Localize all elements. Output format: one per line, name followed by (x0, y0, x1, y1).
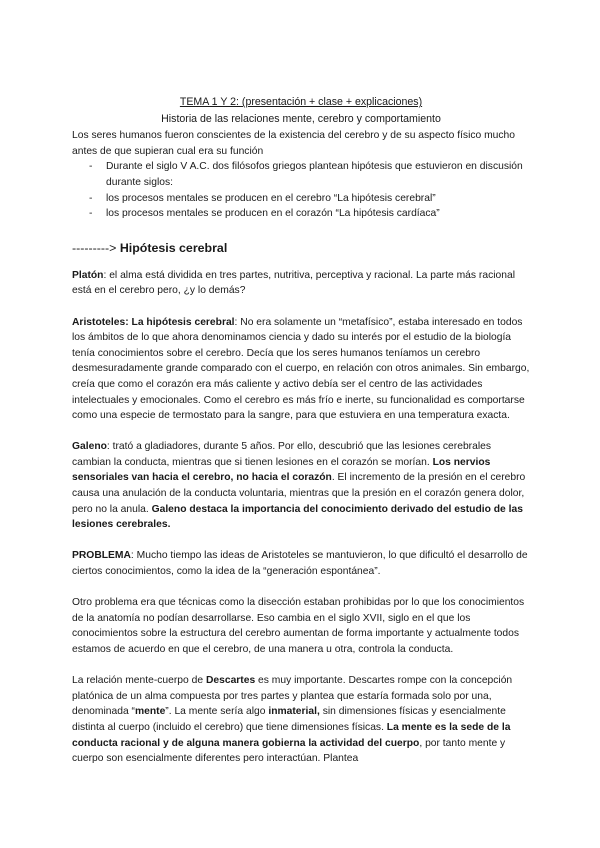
document-title (72, 95, 530, 111)
otro-problema-paragraph: Otro problema era que técnicas como la disección estaban prohibidas por lo que los conocimientos de la anatomía no podían desarrollarse. Eso cambia en el siglo XVII, siglo en el que los conocimientos sobre la estructura del cerebro aumentan de forma importante y actualmente todos estamos de acuerdo en que el cerebro, de una manera u otra, controla la conducta. (72, 597, 525, 655)
document-subtitle: Historia de las relaciones mente, cerebro y comportamiento (161, 112, 441, 125)
list-item: - los procesos mentales se producen en el corazón “La hipótesis cardíaca” (72, 206, 530, 222)
galeno-bold-2: Galeno destaca la importancia del conocimiento derivado del estudio de las lesiones cerebrales. (72, 503, 523, 531)
document-body (72, 95, 530, 767)
aristoteles-sep: : (125, 316, 132, 328)
problema-text: : Mucho tiempo las ideas de Aristoteles se mantuvieron, lo que dificultó el desarrollo de ciertos conocimientos, como la idea de la “generación espontánea”. (72, 550, 528, 578)
platon-paragraph (72, 268, 530, 299)
hypothesis-list (72, 159, 530, 221)
galeno-text-2: . El incremento de la presión en el cerebro causa una anulación de la conducta voluntaria, mientras que la presión en el corazón genera dolor, pero no la anula. (72, 472, 526, 515)
platon-text: : el alma está dividida en tres partes, nutritiva, perceptiva y racional. La parte más racional está en el cerebro pero, ¿y lo demás? (72, 269, 515, 297)
title-text: TEMA 1 Y 2: (presentación + clase + explicaciones) (179, 96, 423, 108)
galeno-name: Galeno (72, 441, 107, 453)
aristoteles-bold-title: La hipótesis cerebral (131, 316, 235, 328)
descartes-text-1: La relación mente-cuerpo de (72, 675, 206, 687)
galeno-text-1: : trató a gladiadores, durante 5 años. Por ello, descubrió que las lesiones cerebrales cambian la conducta, mientras que si tienen lesiones en el corazón se morían. (72, 441, 491, 468)
descartes-bold-1: Descartes (205, 675, 256, 687)
galeno-paragraph (72, 439, 530, 533)
problema-name: PROBLEMA (72, 550, 131, 562)
descartes-text-3: ”. La mente sería algo (165, 706, 269, 718)
section-heading (72, 239, 530, 257)
list-item: - los procesos mentales se producen en el cerebro “La hipótesis cerebral” (72, 191, 530, 207)
descartes-text-5: , por tanto mente y cuerpo son esencialmente diferentes pero interactúan. Plantea (72, 737, 506, 765)
descartes-paragraph (72, 673, 530, 767)
section-title: Hipótesis cerebral (119, 240, 228, 255)
aristoteles-name: Aristoteles (72, 316, 126, 328)
descartes-bold-3: inmaterial, (268, 706, 320, 718)
descartes-bold-2: mente (134, 706, 166, 718)
platon-name: Platón (72, 269, 104, 281)
intro-paragraph: Los seres humanos fueron conscientes de la existencia del cerebro y de su aspecto físico mucho antes de que supieran cual era su función (72, 130, 516, 157)
aristoteles-paragraph (72, 315, 530, 424)
aristoteles-text: : No era solamente un “metafísico”, estaba interesado en todos los ámbitos de lo que ahora denominamos ciencia y dado su interés por el estudio de la biología tenía conocimientos sobre el cerebro. Decía que los seres humanos teníamos un cerebro desmesuradamente grande comparado con el cuerpo, en relación con otros animales. Sin embargo, creía que como el corazón era más caliente y activo debía ser el centro de las actividades intelectuales y emocionales. Como el cerebro es más frío e inerte, su funcionalidad es comportarse como una especie de termostato para la sangre, para que estuviera en una temperatura exacta. (72, 316, 530, 422)
list-item: - Durante el siglo V A.C. dos filósofos griegos plantean hipótesis que estuvieron en discusión durante siglos: (72, 159, 530, 190)
problema-paragraph (72, 548, 530, 579)
galeno-bold-1: Los nervios sensoriales van hacia el cerebro, no hacia el corazón (72, 456, 491, 484)
descartes-bold-4: La mente es la sede de la conducta racional y de alguna manera gobierna la actividad del cuerpo (72, 721, 511, 749)
descartes-text-4: sin dimensiones físicas y esencialmente distinta al cuerpo (incluido el cerebro) que tiene dimensiones físicas. (72, 706, 506, 733)
section-arrow: ---------> (72, 240, 120, 255)
descartes-text-2: es muy importante. Descartes rompe con la concepción platónica de un alma compuesta por tres partes y plantea que estaría formada solo por una, denominada “ (72, 675, 513, 718)
